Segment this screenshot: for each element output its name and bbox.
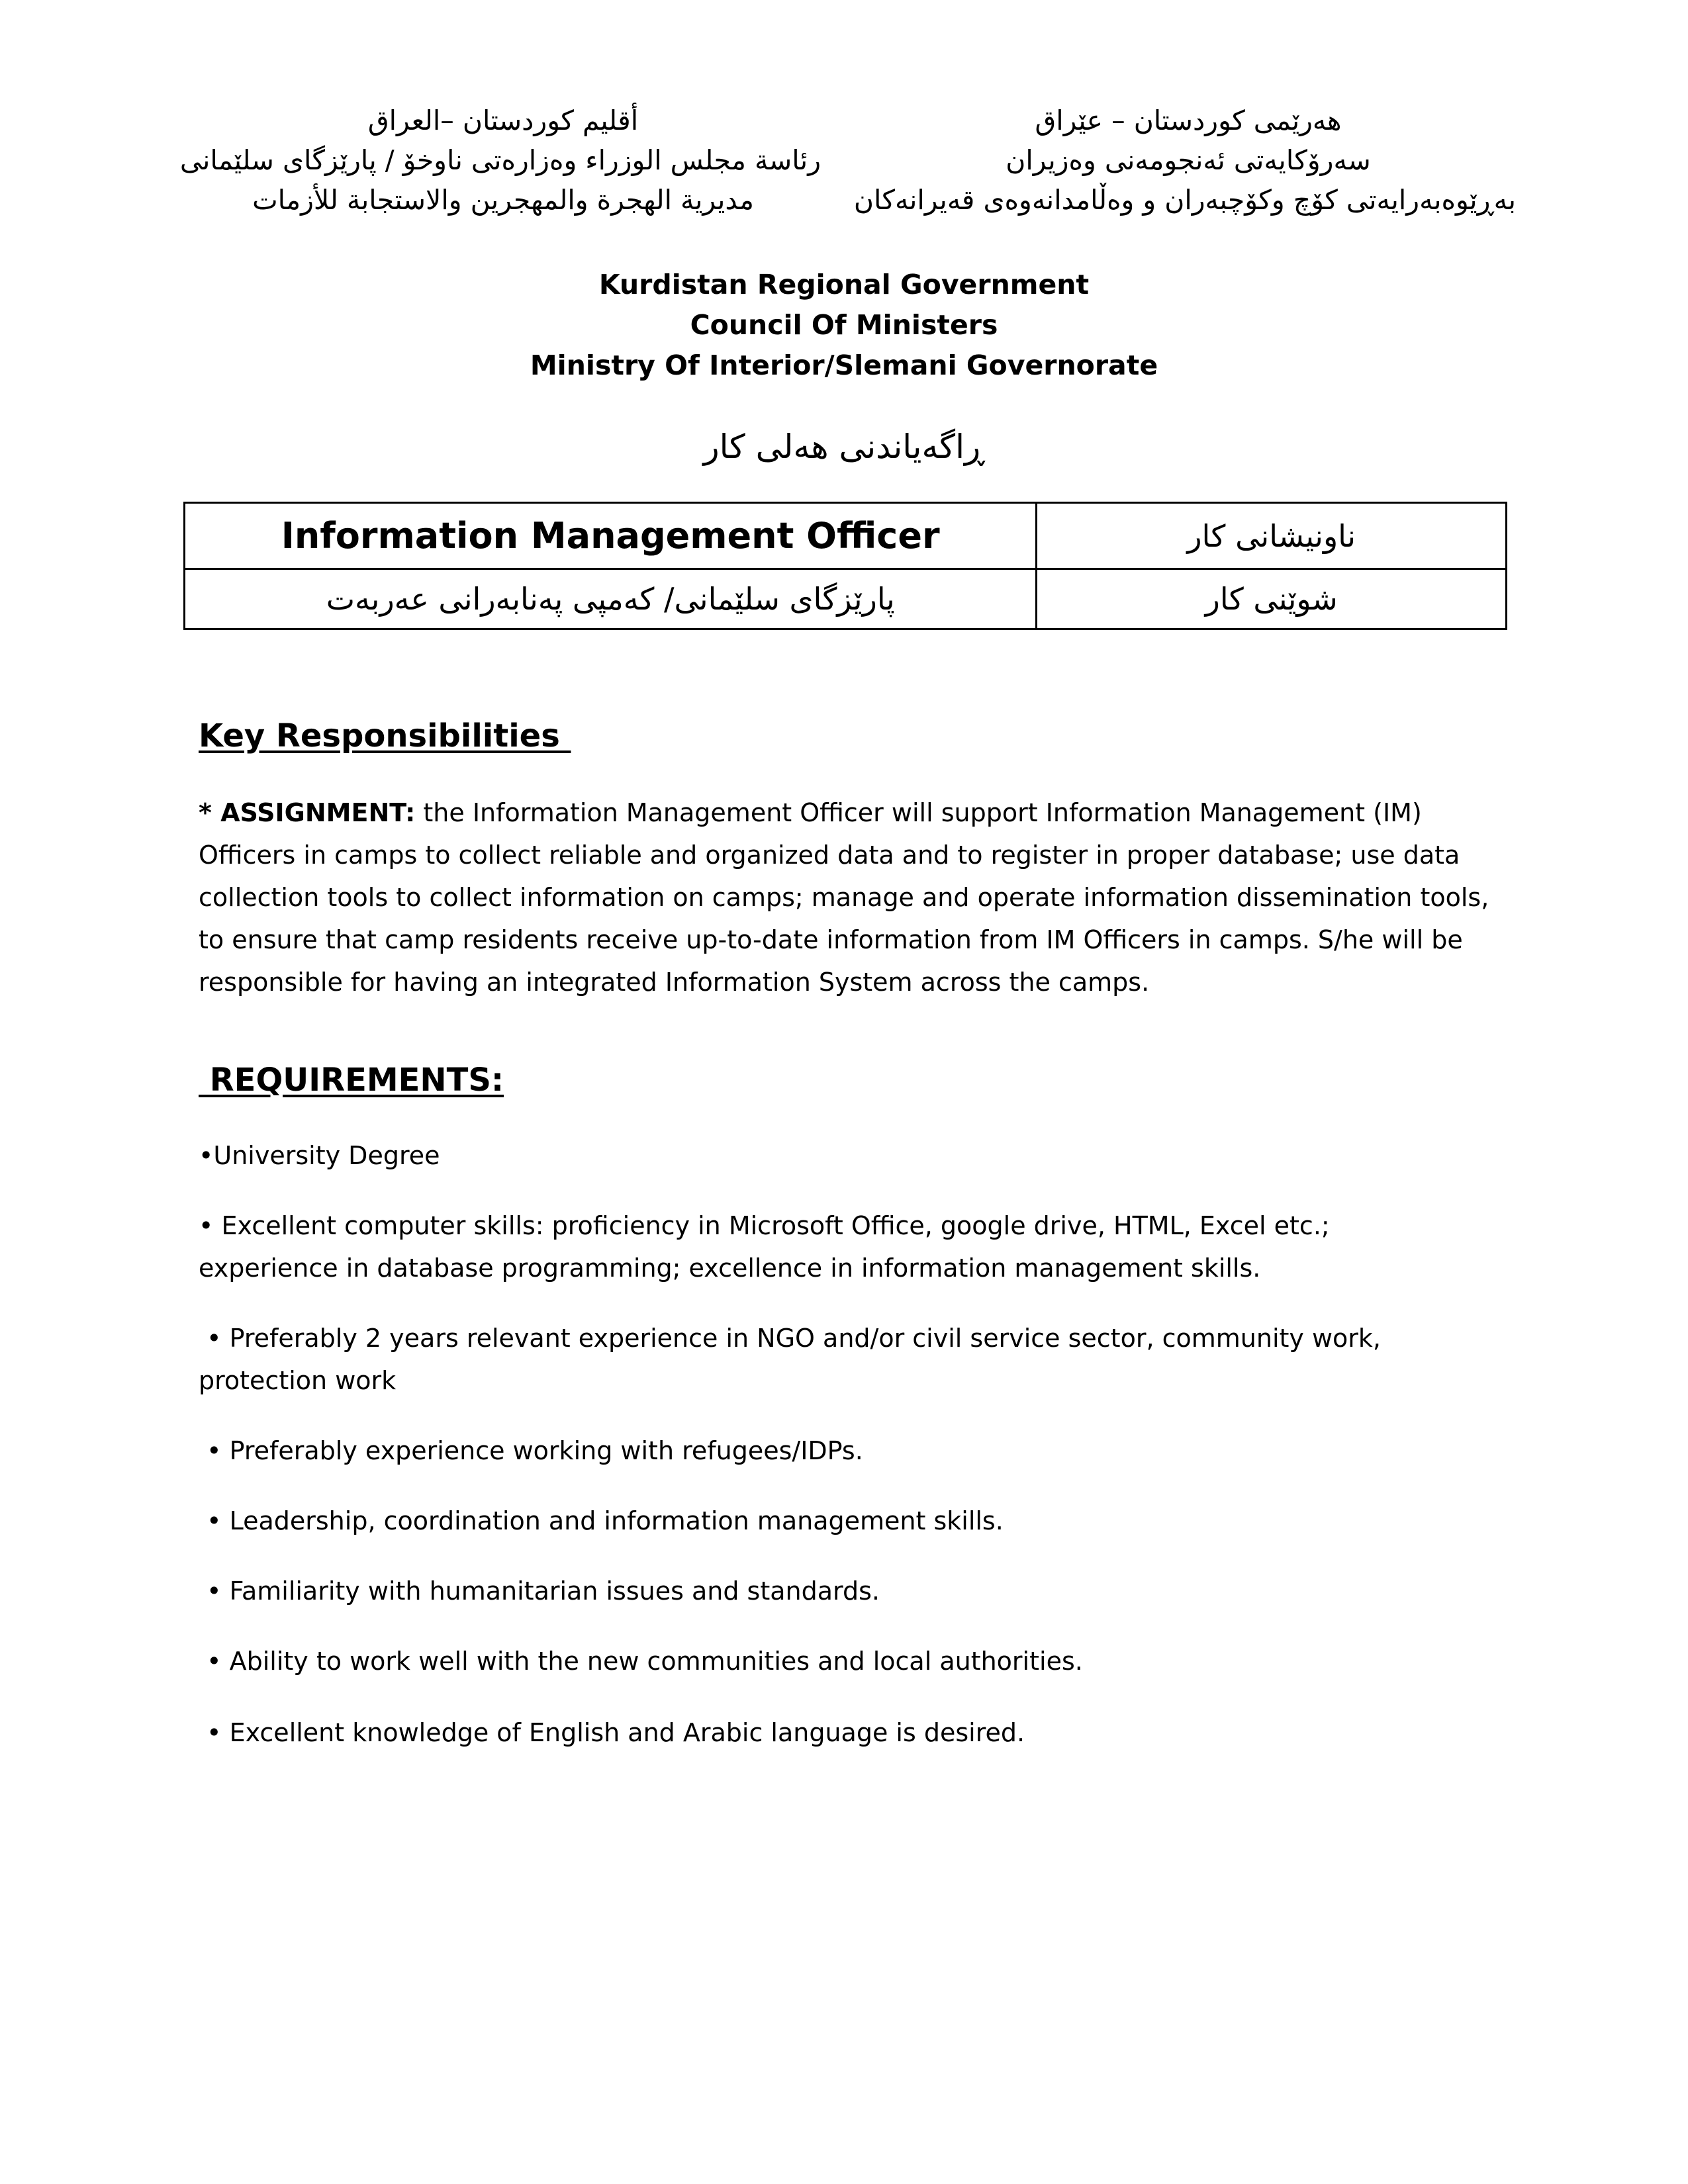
requirement-item: • Excellent knowledge of English and Arabic language is desired. <box>199 1718 1025 1747</box>
job-info-table <box>183 502 1507 630</box>
job-announcement-title: ڕاگەیاندنی هەلی کار <box>703 428 985 466</box>
kurdish-letterhead-line: سەرۆكایەتی ئەنجومەنی وەزیران <box>1006 144 1371 176</box>
kurdish-letterhead <box>853 101 1516 220</box>
requirement-item: • Ability to work well with the new communities and local authorities. <box>199 1647 1083 1676</box>
job-location-cell <box>185 569 1037 629</box>
job-title-cell <box>185 503 1037 569</box>
requirement-item: • Preferably experience working with refugees/IDPs. <box>199 1436 863 1465</box>
assignment-label: * ASSIGNMENT: <box>199 798 416 827</box>
kurdish-letterhead-line: هەرێمی كوردستان – عێراق <box>1035 105 1342 136</box>
responsibilities-heading: Key Responsibilities <box>199 717 571 754</box>
job-location-value: پارێزگای سلێمانی/ کەمپی پەنابەرانی عەربەت <box>326 581 895 617</box>
table-row <box>185 503 1507 569</box>
requirement-item: • Excellent computer skills: proficiency in Microsoft Office, google drive, HTML, Excel etc.; experience in database programming; excellence in information management skills. <box>199 1211 1330 1283</box>
english-letterhead <box>0 265 1688 386</box>
requirements-heading: REQUIREMENTS: <box>199 1062 504 1099</box>
job-title-label: ناونیشانی کار <box>1037 503 1507 569</box>
assignment-paragraph <box>199 792 1496 1003</box>
requirement-item: • Familiarity with humanitarian issues and standards. <box>199 1576 880 1606</box>
job-title-value: Information Management Officer <box>281 515 940 557</box>
english-letterhead-line: Ministry Of Interior/Slemani Governorate <box>530 349 1158 381</box>
kurdish-letterhead-line: بەڕێوەبەرایەتی کۆچ وکۆچبەران و وەڵامدانەوەی قەیرانەکان <box>853 184 1516 216</box>
requirement-item: • Leadership, coordination and information management skills. <box>199 1506 1004 1535</box>
requirement-item: •University Degree <box>199 1141 440 1170</box>
arabic-letterhead-line: رئاسة مجلس الوزراء وەزارەتی ناوخۆ / پارێزگای سلێمانی <box>179 144 821 176</box>
english-letterhead-line: Kurdistan Regional Government <box>598 269 1090 300</box>
requirement-item: • Preferably 2 years relevant experience in NGO and/or civil service sector, community work, protection work <box>199 1324 1382 1395</box>
job-location-label: شوێنی کار <box>1037 569 1507 629</box>
arabic-letterhead <box>179 101 821 220</box>
table-row <box>185 569 1507 629</box>
arabic-letterhead-line: أقليم كوردستان –العراق <box>367 105 639 136</box>
assignment-text: the Information Management Officer will support Information Management (IM) Officers in camps to collect reliable and organized data and to register in proper database; use data collection tools to collect information on camps; manage and operate information dissemination tools, to ensure that camp residents receive up-to-date information from IM Officers in camps. S/he will be responsible for having an integrated Information System across the camps. <box>199 798 1489 997</box>
arabic-letterhead-line: مديرية الهجرة والمهجرين والاستجابة للأزمات <box>252 184 754 216</box>
english-letterhead-line: Council Of Ministers <box>690 309 998 341</box>
